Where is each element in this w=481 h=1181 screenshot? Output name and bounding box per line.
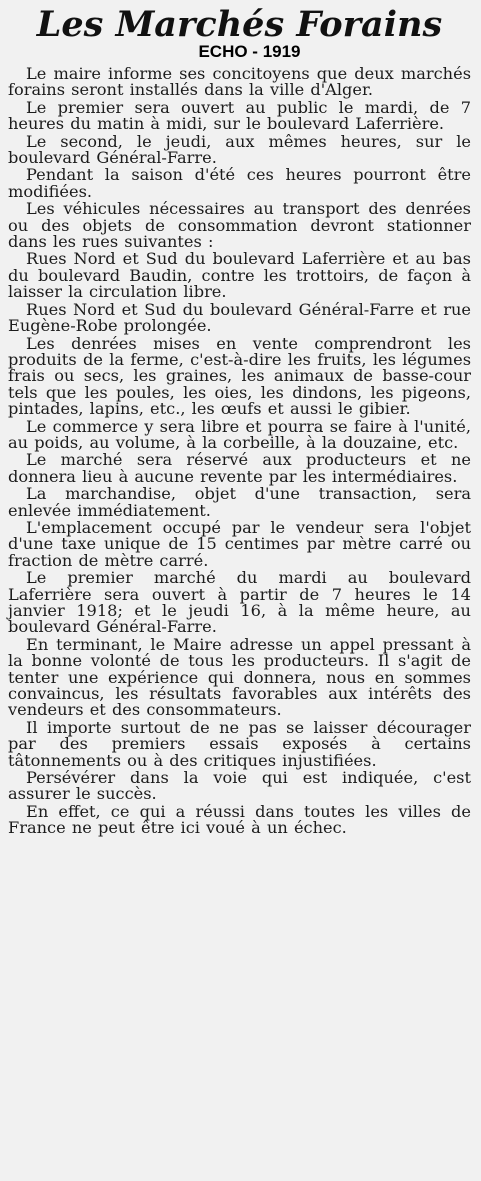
paragraph: En terminant, le Maire adresse un appel pressant à la bonne volonté de tous les producteurs. Il s'agit de tenter une expérience qui donnera, nous en sommes convaincus, les résultats favorables aux intérêts des vendeurs et des consommateurs.: [8, 634, 471, 720]
paragraph: Pendant la saison d'été ces heures pourront être modifiées.: [8, 165, 471, 201]
article-body: [8, 66, 471, 837]
paragraph: Le commerce y sera libre et pourra se faire à l'unité, au poids, au volume, à la corbeille, à la douzaine, etc.: [8, 416, 471, 452]
paragraph: L'emplacement occupé par le vendeur sera l'objet d'une taxe unique de 15 centimes par mètre carré ou fraction de mètre carré.: [8, 517, 471, 570]
paragraph: Le premier marché du mardi au boulevard Laferrière sera ouvert à partir de 7 heures le 14 janvier 1918; et le jeudi 16, à la même heure, au boulevard Général-Farre.: [8, 568, 471, 637]
paragraph: Persévérer dans la voie qui est indiquée, c'est assurer le succès.: [8, 768, 471, 804]
paragraph: Rues Nord et Sud du boulevard Laferrière et au bas du boulevard Baudin, contre les trottoirs, de façon à laisser la circulation libre.: [8, 249, 471, 302]
paragraph: La marchandise, objet d'une transaction, sera enlevée immédiatement.: [8, 484, 471, 520]
paragraph: Les denrées mises en vente comprendront les produits de la ferme, c'est-à-dire les fruits, les légumes frais ou secs, les graines, les animaux de basse-cour tels que les poules, les oies, les dindons, les pigeons, pintades, lapins, etc., les œufs et aussi le gibier.: [8, 333, 471, 419]
paragraph: Le marché sera réservé aux producteurs et ne donnera lieu à aucune revente par les intermédiaires.: [8, 450, 471, 486]
paragraph: Les véhicules nécessaires au transport des denrées ou des objets de consommation devront stationner dans les rues suivantes :: [8, 199, 471, 252]
paragraph: Le maire informe ses concitoyens que deux marchés forains seront installés dans la ville d'Alger.: [8, 64, 471, 100]
paragraph: Il importe surtout de ne pas se laisser décourager par des premiers essais exposés à certains tâtonnements ou à des critiques injustifiées.: [8, 717, 471, 770]
headline: Les Marchés Forains: [36, 4, 443, 45]
paragraph: Le premier sera ouvert au public le mardi, de 7 heures du matin à midi, sur le boulevard Laferrière.: [8, 97, 471, 134]
paragraph: Le second, le jeudi, aux mêmes heures, sur le boulevard Général-Farre.: [8, 131, 471, 168]
paragraph: Rues Nord et Sud du boulevard Général-Farre et rue Eugène-Robe prolongée.: [8, 299, 471, 336]
paragraph: En effet, ce qui a réussi dans toutes les villes de France ne peut être ici voué à un échec.: [8, 801, 471, 838]
source-stamp: ECHO - 1919: [198, 42, 301, 61]
